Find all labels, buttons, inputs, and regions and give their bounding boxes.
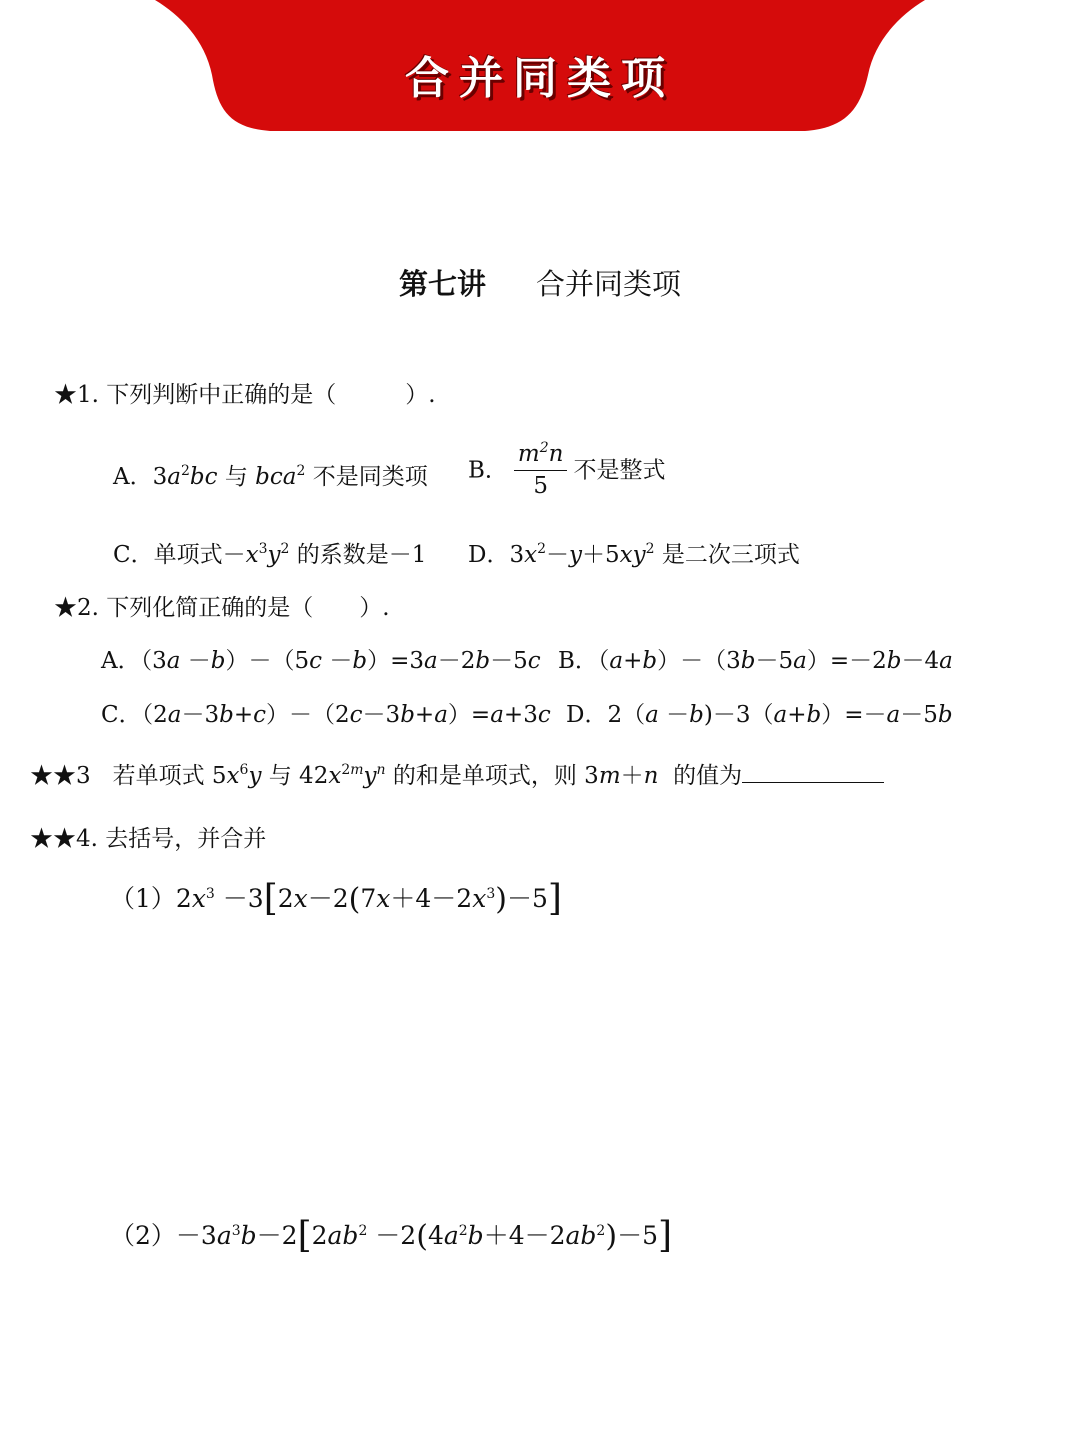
- q1-text: 下列判断中正确的是（ ）.: [106, 382, 436, 408]
- q4-part-2: $(2)-3a^3b-2[2ab^2 -2(4a^2b+4-2ab^2)-5]$: [110, 1215, 673, 1256]
- q2-text: 下列化简正确的是（ ）.: [106, 595, 390, 621]
- q4-text: 去括号，并合并: [105, 826, 267, 852]
- q1-option-d: D．$3x^2-y+5xy^2$ 是二次三项式: [468, 541, 800, 568]
- q2-option-c: C．（2a－3b+c）－（2c－3b+a）=a+3c: [101, 702, 551, 728]
- question-3: ★★3 若单项式 $5x^6y$ 与 $42x^{2m}y^n$ 的和是单项式，则 3m＋n 的值为: [30, 761, 884, 791]
- question-2: [54, 593, 390, 623]
- lecture-number: 第七讲: [398, 267, 486, 301]
- q4-label: ★★4.: [30, 826, 98, 852]
- q3-label: ★★3: [30, 763, 91, 789]
- q1-option-c: C．单项式$-x^3y^2$ 的系数是－1: [113, 541, 427, 568]
- question-1: [54, 380, 436, 410]
- q1-label: ★1.: [54, 382, 99, 408]
- question-4: [30, 824, 266, 854]
- q1-option-b: B． $\frac{m^2n}{5}$ 不是整式: [468, 440, 666, 499]
- q2-label: ★2.: [54, 595, 99, 621]
- q1-option-a: A．$3a^2bc$ 与 bca$^2$ 不是同类项: [113, 463, 428, 490]
- q2-option-b: B．（a+b）－（3b－5a）=－2b－4a: [558, 648, 953, 674]
- fraction: $\frac{m^2n}{5}$: [514, 440, 568, 501]
- q2-option-d: D．2（a －b)－3（a+b）=－a－5b: [566, 702, 953, 728]
- q4-part-1: $(1)2x^3 -3[2x-2(7x+4-2x^3)-5]$: [110, 878, 562, 919]
- banner-title: 合并同类项: [405, 53, 675, 104]
- answer-blank[interactable]: [742, 762, 884, 783]
- lecture-topic: 合并同类项: [536, 267, 682, 301]
- q2-option-a: A．（3a －b）－（5c －b）=3a－2b－5c: [101, 648, 541, 674]
- page-title: [0, 262, 1080, 303]
